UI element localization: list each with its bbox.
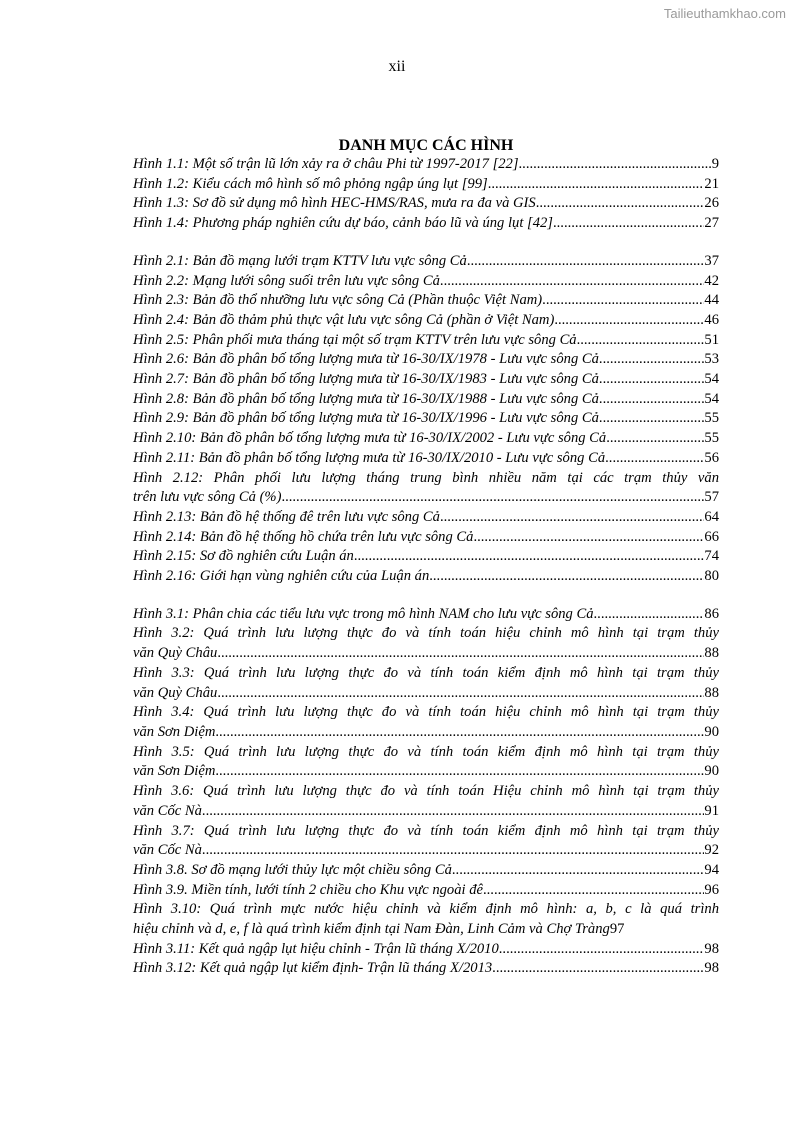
toc-entry-page: 96 (704, 881, 719, 898)
dot-leader (440, 508, 704, 528)
toc-entry-page: 37 (704, 252, 719, 269)
dot-leader (467, 252, 705, 272)
dot-leader (217, 644, 704, 664)
toc-entry[interactable] (133, 508, 719, 528)
toc-entry-page: 56 (704, 449, 719, 466)
toc-entry-page: 88 (704, 645, 719, 662)
toc-entry-page: 80 (704, 568, 719, 585)
toc-entry-page: 88 (704, 684, 719, 701)
toc-entry[interactable] (133, 782, 719, 821)
dot-leader (577, 331, 705, 351)
dot-leader (202, 802, 704, 822)
toc-entry-page: 54 (704, 390, 719, 407)
toc-entry[interactable] (133, 528, 719, 548)
toc-entry-page: 86 (704, 605, 719, 622)
toc-entry[interactable] (133, 664, 719, 703)
toc-entry-title: Hình 2.7: Bản đồ phân bố tổng lượng mưa từ 16-30/IX/1983 - Lưu vực sông Cả (133, 371, 599, 388)
toc-entry[interactable] (133, 449, 719, 469)
toc-entry-title: Hình 2.8: Bản đồ phân bố tổng lượng mưa từ 16-30/IX/1988 - Lưu vực sông Cả (133, 390, 599, 407)
toc-entry[interactable] (133, 429, 719, 449)
toc-entry[interactable] (133, 409, 719, 429)
toc-entry[interactable] (133, 940, 719, 960)
toc-entry[interactable] (133, 350, 719, 370)
toc-entry-title: Hình 3.12: Kết quả ngập lụt kiểm định- Trận lũ tháng X/2013 (133, 960, 493, 977)
toc-entry-page: 66 (704, 528, 719, 545)
toc-entry-title: Hình 2.14: Bản đồ hệ thống hồ chứa trên lưu vực sông Cả (133, 528, 474, 545)
toc-entry-title-continued: văn Quỳ Châu (133, 645, 218, 662)
dot-leader (599, 350, 704, 370)
toc-entry[interactable] (133, 311, 719, 331)
toc-entry-title: Hình 3.6: Quá trình lưu lượng thực đo và tính toán Hiệu chỉnh mô hình tại trạm thủy (133, 783, 719, 800)
watermark-text: Tailieuthamkhao.com (663, 6, 786, 21)
toc-entry-page: 55 (704, 410, 719, 427)
toc-entry-page: 55 (704, 430, 719, 447)
toc-entry-page: 97 (609, 921, 625, 938)
toc-entry-title-continued: trên lưu vực sông Cả (%) (133, 489, 282, 506)
toc-entry-title: Hình 3.5: Quá trình lưu lượng thực đo và tính toán kiểm định mô hình tại trạm thủy (133, 743, 719, 760)
toc-entry-page: 54 (704, 371, 719, 388)
toc-entry-page: 26 (704, 195, 719, 212)
figure-group (133, 252, 719, 587)
toc-entry-page: 42 (704, 272, 719, 289)
toc-entry-title: Hình 2.4: Bản đồ thảm phủ thực vật lưu vực sông Cả (phần ở Việt Nam) (133, 311, 555, 328)
toc-entry-page: 74 (704, 548, 719, 565)
toc-entry-title: Hình 2.3: Bản đồ thổ nhưỡng lưu vực sông Cả (Phần thuộc Việt Nam) (133, 292, 543, 309)
toc-entry[interactable] (133, 959, 719, 979)
dot-leader (599, 390, 704, 410)
dot-leader (492, 959, 704, 979)
toc-entry-title: Hình 3.2: Quá trình lưu lượng thực đo và tính toán hiệu chỉnh mô hình tại trạm thủy (133, 625, 719, 642)
dot-leader (281, 488, 704, 508)
toc-entry-title: Hình 3.8. Sơ đồ mạng lưới thủy lực một chiều sông Cả (133, 861, 452, 878)
toc-entry-title: Hình 3.10: Quá trình mực nước hiệu chỉnh và kiểm định mô hình: a, b, c là quá trình (133, 901, 719, 918)
toc-entry-title: Hình 3.11: Kết quả ngập lụt hiệu chỉnh - Trận lũ tháng X/2010 (133, 940, 499, 957)
toc-entry[interactable] (133, 567, 719, 587)
toc-entry-page: 46 (704, 311, 719, 328)
dot-leader (354, 547, 705, 567)
toc-entry[interactable] (133, 252, 719, 272)
dot-leader (594, 605, 705, 625)
toc-entry-page: 90 (704, 763, 719, 780)
toc-entry-page: 44 (704, 292, 719, 309)
toc-entry-title: Hình 2.6: Bản đồ phân bố tổng lượng mưa từ 16-30/IX/1978 - Lưu vực sông Cả (133, 351, 599, 368)
toc-entry-page: 51 (704, 331, 719, 348)
dot-leader (542, 291, 704, 311)
dot-leader (215, 723, 704, 743)
toc-entry[interactable] (133, 624, 719, 663)
dot-leader (606, 429, 704, 449)
toc-entry-title: Hình 1.3: Sơ đồ sử dụng mô hình HEC-HMS/RAS, mưa ra đa và GIS (133, 195, 536, 212)
toc-entry-page: 91 (704, 802, 719, 819)
dot-leader (473, 528, 704, 548)
toc-entry[interactable] (133, 469, 719, 508)
toc-entry-title: Hình 1.1: Một số trận lũ lớn xảy ra ở châu Phi từ 1997-2017 [22] (133, 156, 519, 172)
toc-entry-page: 94 (704, 861, 719, 878)
toc-entry-title: Hình 3.7: Quá trình lưu lượng thực đo và tính toán kiểm định mô hình tại trạm thủy (133, 822, 719, 839)
toc-entry-page: 57 (704, 489, 719, 506)
toc-entry-page: 9 (711, 156, 719, 172)
toc-entry[interactable] (133, 370, 719, 390)
toc-entry[interactable] (133, 194, 719, 214)
dot-leader (217, 684, 704, 704)
toc-entry-page: 90 (704, 723, 719, 740)
dot-leader (483, 881, 704, 901)
toc-entry-page: 21 (704, 175, 719, 192)
toc-entry-title: Hình 2.5: Phân phối mưa tháng tại một số trạm KTTV trên lưu vực sông Cả (133, 331, 577, 348)
toc-entry-title: Hình 2.9: Bản đồ phân bố tổng lượng mưa từ 16-30/IX/1996 - Lưu vực sông Cả (133, 410, 599, 427)
page-number: xii (388, 58, 406, 75)
toc-entry-title: Hình 2.13: Bản đồ hệ thống đê trên lưu vực sông Cả (133, 508, 440, 525)
toc-entry[interactable] (133, 175, 719, 195)
toc-entry-title: Hình 3.9. Miền tính, lưới tính 2 chiều cho Khu vực ngoài đê (133, 881, 483, 898)
dot-leader (554, 311, 704, 331)
toc-entry[interactable] (133, 743, 719, 782)
figure-groups (133, 155, 719, 979)
toc-entry-title: Hình 2.15: Sơ đồ nghiên cứu Luận án (133, 548, 354, 565)
dot-leader (605, 449, 704, 469)
toc-entry[interactable] (133, 822, 719, 861)
figure-group (133, 155, 719, 234)
dot-leader (215, 762, 704, 782)
dot-leader (488, 175, 705, 195)
toc-entry[interactable] (133, 291, 719, 311)
toc-entry-page: 92 (704, 842, 719, 859)
toc-entry-title: Hình 3.1: Phân chia các tiểu lưu vực trong mô hình NAM cho lưu vực sông Cả (133, 605, 594, 622)
dot-leader (599, 370, 704, 390)
toc-entry-title: Hình 3.3: Quá trình lưu lượng thực đo và tính toán kiểm định mô hình tại trạm thủy (133, 664, 719, 681)
toc-entry-page: 27 (704, 215, 719, 232)
toc-entry[interactable] (133, 390, 719, 410)
toc-entry-title: Hình 2.12: Phân phối lưu lượng tháng trung bình nhiều năm tại các trạm thủy văn (133, 469, 719, 486)
toc-entry-title: Hình 2.2: Mạng lưới sông suối trên lưu vực sông Cả (133, 272, 440, 289)
toc-entry-page: 53 (704, 351, 719, 368)
dot-leader (452, 861, 705, 881)
dot-leader (553, 214, 704, 234)
dot-leader (536, 194, 705, 214)
toc-entry-title-continued: văn Quỳ Châu (133, 684, 218, 701)
dot-leader (499, 940, 705, 960)
toc-entry-title: Hình 2.11: Bản đồ phân bố tổng lượng mưa từ 16-30/IX/2010 - Lưu vực sông Cả (133, 449, 606, 466)
toc-entry-title-continued: văn Sơn Diệm (133, 723, 216, 740)
dot-leader (519, 155, 712, 175)
toc-entry-page: 98 (704, 960, 719, 977)
toc-entry-title: Hình 1.4: Phương pháp nghiên cứu dự báo, cảnh báo lũ và úng lụt [42] (133, 215, 553, 232)
toc-entry-title-continued: hiệu chỉnh và d, e, f là quá trình kiểm định tại Nam Đàn, Linh Cảm và Chợ Tràng (133, 921, 610, 938)
toc-entry-title-continued: văn Sơn Diệm (133, 763, 216, 780)
toc-entry-page: 98 (704, 940, 719, 957)
toc-entry-title: Hình 2.10: Bản đồ phân bố tổng lượng mưa từ 16-30/IX/2002 - Lưu vực sông Cả (133, 430, 607, 447)
toc-entry[interactable] (133, 703, 719, 742)
toc-entry-title-continued: văn Cốc Nà (133, 802, 202, 819)
figure-group (133, 605, 719, 979)
toc-entry[interactable] (133, 900, 719, 939)
dot-leader (440, 272, 704, 292)
toc-entry[interactable] (133, 214, 719, 234)
toc-entry-title-continued: văn Cốc Nà (133, 842, 202, 859)
dot-leader (202, 841, 704, 861)
toc-entry-title: Hình 2.1: Bản đồ mạng lưới trạm KTTV lưu vực sông Cả (133, 252, 467, 269)
toc-entry[interactable] (133, 547, 719, 567)
toc-entry[interactable] (133, 155, 719, 175)
toc-entry-title: Hình 1.2: Kiểu cách mô hình số mô phỏng ngập úng lụt [99] (133, 175, 488, 192)
toc-entry[interactable] (133, 881, 719, 901)
list-of-figures (133, 135, 719, 979)
dot-leader (599, 409, 704, 429)
toc-entry-title: Hình 2.16: Giới hạn vùng nghiên cứu của Luận án (133, 568, 430, 585)
toc-entry[interactable] (133, 272, 719, 292)
toc-entry[interactable] (133, 605, 719, 625)
toc-entry-title: Hình 3.4: Quá trình lưu lượng thực đo và tính toán hiệu chỉnh mô hình tại trạm thủy (133, 704, 719, 721)
dot-leader (429, 567, 704, 587)
toc-entry[interactable] (133, 331, 719, 351)
toc-entry[interactable] (133, 861, 719, 881)
page-title: DANH MỤC CÁC HÌNH (338, 137, 514, 154)
toc-entry-page: 64 (704, 508, 719, 525)
